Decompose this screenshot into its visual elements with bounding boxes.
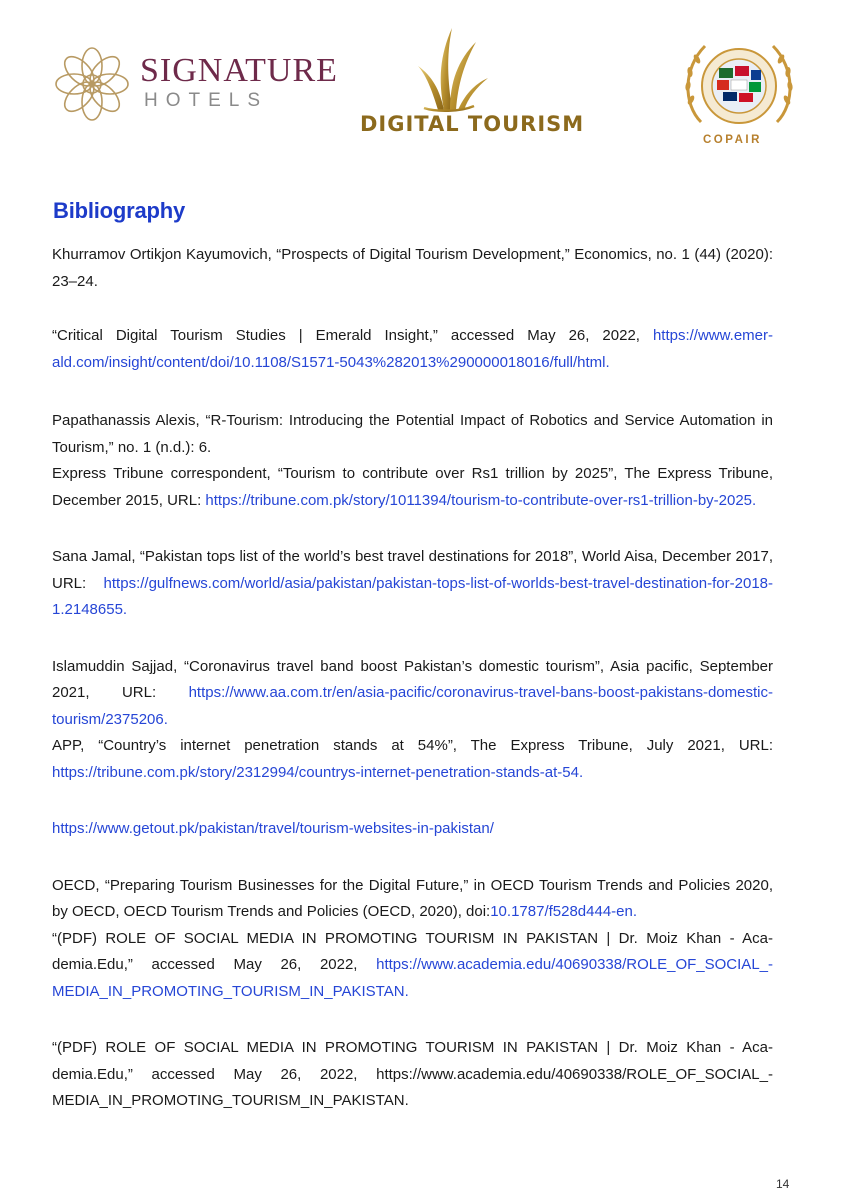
reference-text: “(PDF) ROLE OF SOCIAL MEDIA IN PROMOTING TOURISM IN PAKISTAN | Dr. Moiz Khan - Academia.Edu,” accessed May 26, 2022, https://www.academia.edu/40690338/ROLE_OF_SOCIAL_-MEDIA_IN_PROMOTING_TOURISM_IN_PAKISTAN. (52, 1039, 773, 1109)
reference-item (52, 408, 773, 461)
digital-tourism-flame-icon (340, 20, 555, 115)
reference-text: “Critical Digital Tourism Studies | Emerald Insight,” accessed May 26, 2022, (52, 327, 653, 344)
reference-link[interactable]: https://www.emerald.com/insight/content/doi/10.1108/S1571-5043%282013%290000018016/full/html. (52, 327, 773, 371)
reference-link[interactable]: https://www.aa.com.tr/en/asia-pacific/coronavirus-travel-bans-boost-pakistans-domestic-tourism/2375206. (52, 684, 773, 728)
reference-item (52, 323, 773, 376)
reference-link[interactable]: https://tribune.com.pk/story/2312994/countrys-internet-penetration-stands-at-54. (52, 763, 584, 781)
reference-text: Khurramov Ortikjon Kayumovich, “Prospects of Digital Tourism Development,” Economics, no. 1 (44) (2020): 23–24. (52, 246, 773, 290)
copair-logo (675, 30, 803, 155)
reference-item (52, 461, 773, 514)
copair-seal-icon (675, 30, 803, 134)
reference-item (52, 544, 773, 624)
page-title: Bibliography (53, 198, 186, 223)
signature-logo-word: SIGNATURE (140, 52, 338, 89)
digital-tourism-logo-word: DIGITAL TOURISM (360, 112, 585, 136)
reference-item (52, 733, 773, 786)
copair-logo-word: COPAIR (703, 134, 762, 146)
reference-text: Sana Jamal, “Pakistan tops list of the world’s best travel destinations for 2018”, World Aisa, December 2017, URL: (52, 548, 773, 592)
page-number: 14 (776, 1177, 790, 1191)
signature-logo-sub: HOTELS (144, 90, 269, 111)
reference-item (52, 873, 773, 926)
reference-link[interactable]: https://tribune.com.pk/story/1011394/tourism-to-contribute-over-rs1-trillion-by-2025. (205, 491, 757, 509)
reference-item (52, 654, 773, 734)
reference-item (52, 242, 773, 295)
reference-item (52, 926, 773, 1006)
reference-link[interactable]: https://www.getout.pk/pakistan/travel/tourism-websites-in-pakistan/ (52, 820, 494, 837)
reference-text: Islamuddin Sajjad, “Coronavirus travel band boost Pakistan’s domestic tourism”, Asia pacific, September 2021, URL: (52, 657, 773, 701)
reference-text: “(PDF) ROLE OF SOCIAL MEDIA IN PROMOTING TOURISM IN PAKISTAN | Dr. Moiz Khan - Academia.Edu,” accessed May 26, 2022, (52, 929, 773, 973)
reference-text: Express Tribune correspondent, “Tourism to contribute over Rs1 trillion by 2025”, The Express Tribune, December 2015, URL: (52, 465, 773, 509)
reference-link[interactable]: https://www.academia.edu/40690338/ROLE_OF_SOCIAL_-MEDIA_IN_PROMOTING_TOURISM_IN_PAKISTAN. (52, 956, 773, 1000)
reference-item (52, 1035, 773, 1115)
signature-hotels-logo (52, 40, 352, 130)
signature-rosette-icon (52, 44, 132, 124)
reference-text: Papathanassis Alexis, “R-Tourism: Introducing the Potential Impact of Robotics and Service Automation in Tourism,” no. 1 (n.d.): 6. (52, 412, 773, 456)
reference-item (52, 816, 773, 843)
reference-text: OECD, “Preparing Tourism Businesses for the Digital Future,” in OECD Tourism Trends and Policies 2020, by OECD, OECD Tourism Trends and Policies (OECD, 2020), doi: (52, 876, 773, 920)
bibliography-list (52, 242, 773, 1115)
reference-link[interactable]: 10.1787/f528d444-en. (490, 903, 638, 920)
reference-text: APP, “Country’s internet penetration stands at 54%”, The Express Tribune, July 2021, URL: (52, 737, 773, 754)
reference-link[interactable]: https://gulfnews.com/world/asia/pakistan/pakistan-tops-list-of-worlds-best-travel-destination-for-2018-1.2148655. (52, 574, 773, 618)
digital-tourism-logo (340, 20, 585, 140)
